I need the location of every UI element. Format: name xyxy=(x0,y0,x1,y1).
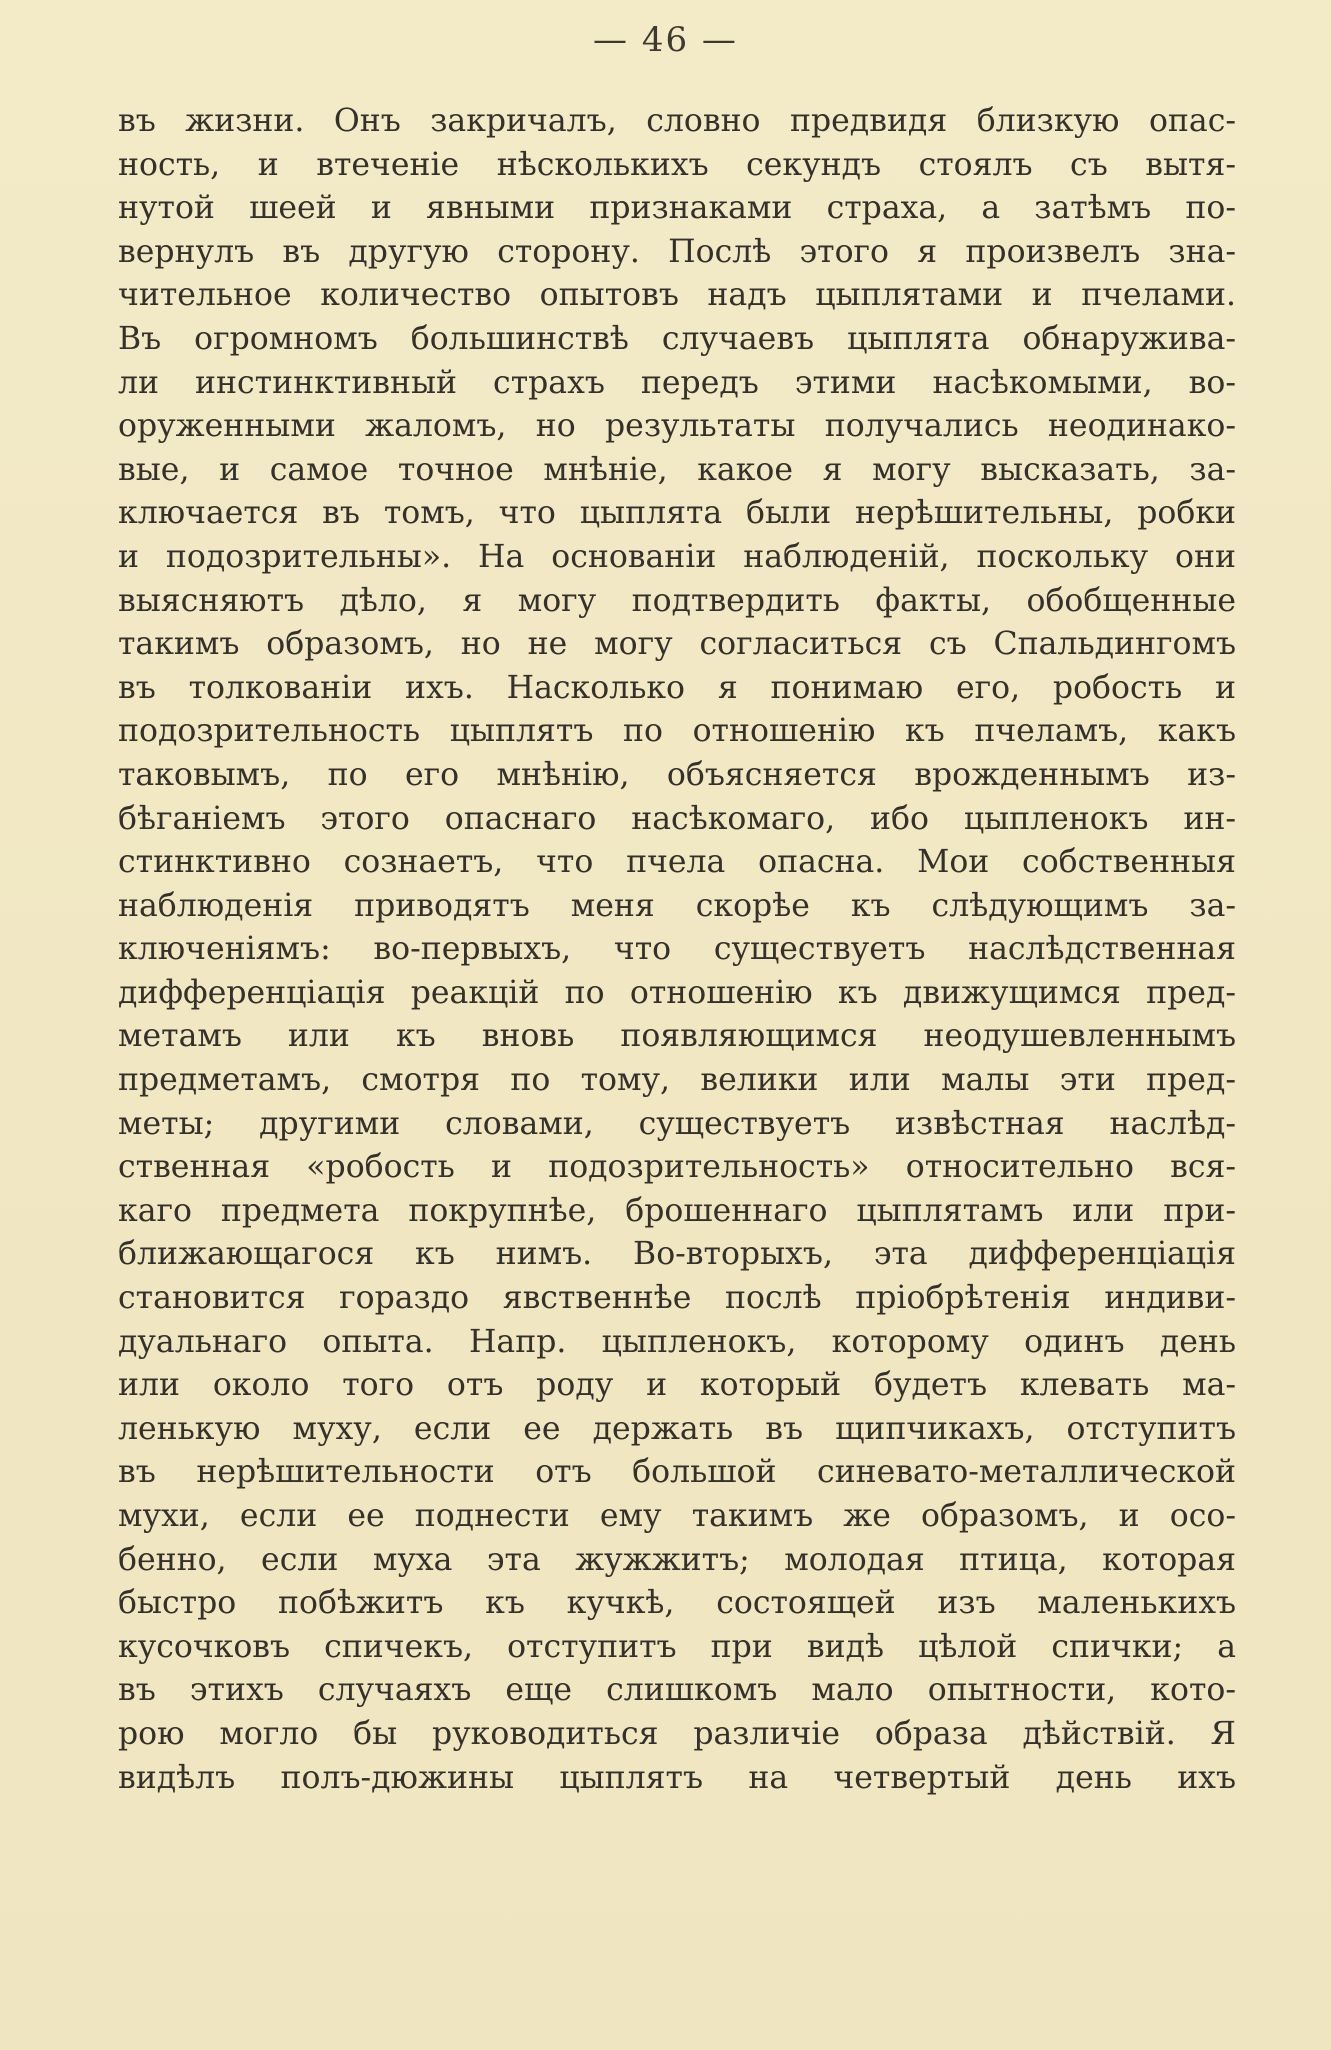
text-line: стинктивно сознаетъ, что пчела опасна. Мои собственныя xyxy=(118,844,1236,881)
text-line: дифференціація реакцій по отношенію къ движущимся пред- xyxy=(118,974,1236,1011)
text-line: ли инстинктивный страхъ передъ этими насѣкомыми, во- xyxy=(118,364,1236,401)
text-line: подозрительность цыплятъ по отношенію къ пчеламъ, какъ xyxy=(118,713,1236,750)
text-line: предметамъ, смотря по тому, велики или малы эти пред- xyxy=(118,1062,1236,1099)
text-line: въ толкованіи ихъ. Насколько я понимаю его, робость и xyxy=(118,669,1236,706)
text-line: бенно, если муха эта жужжитъ; молодая птица, которая xyxy=(118,1541,1236,1578)
text-line: въ этихъ случаяхъ еще слишкомъ мало опытности, кото- xyxy=(118,1672,1236,1709)
text-line: вые, и самое точное мнѣніе, какое я могу высказать, за- xyxy=(118,451,1236,488)
text-line: метамъ или къ вновь появляющимся неодушевленнымъ xyxy=(118,1018,1236,1055)
text-line: меты; другими словами, существуетъ извѣстная наслѣд- xyxy=(118,1105,1236,1142)
body-text xyxy=(118,100,1236,1800)
text-line: Въ огромномъ большинствѣ случаевъ цыплята обнаружива- xyxy=(118,320,1236,357)
text-line: вернулъ въ другую сторону. Послѣ этого я произвелъ зна- xyxy=(118,233,1236,270)
text-line: выясняютъ дѣло, я могу подтвердить факты, обобщенные xyxy=(118,582,1236,619)
text-line: видѣлъ полъ-дюжины цыплятъ на четвертый день ихъ xyxy=(118,1759,1236,1796)
text-line: быстро побѣжитъ къ кучкѣ, состоящей изъ маленькихъ xyxy=(118,1585,1236,1622)
text-line: ность, и втеченіе нѣсколькихъ секундъ стоялъ съ вытя- xyxy=(118,146,1236,183)
text-line: ключается въ томъ, что цыплята были нерѣшительны, робки xyxy=(118,495,1236,532)
text-line: таковымъ, по его мнѣнію, объясняется врожденнымъ из- xyxy=(118,756,1236,793)
text-line: наблюденія приводятъ меня скорѣе къ слѣдующимъ за- xyxy=(118,887,1236,924)
text-line: бѣганіемъ этого опаснаго насѣкомаго, ибо цыпленокъ ин- xyxy=(118,800,1236,837)
text-line: ближающагося къ нимъ. Во-вторыхъ, эта дифференціація xyxy=(118,1236,1236,1273)
text-line: или около того отъ роду и который будетъ клевать ма- xyxy=(118,1367,1236,1404)
text-line: кусочковъ спичекъ, отступитъ при видѣ цѣлой спички; а xyxy=(118,1628,1236,1665)
text-line: оруженными жаломъ, но результаты получались неодинако- xyxy=(118,408,1236,445)
text-line: ленькую муху, если ее держать въ щипчикахъ, отступитъ xyxy=(118,1410,1236,1447)
text-line: такимъ образомъ, но не могу согласиться съ Спальдингомъ xyxy=(118,626,1236,663)
text-line: нутой шеей и явными признаками страха, а затѣмъ по- xyxy=(118,190,1236,227)
page-number: — 46 — xyxy=(593,20,738,60)
text-line: и подозрительны». На основаніи наблюденій, поскольку они xyxy=(118,538,1236,575)
text-line: рою могло бы руководиться различіе образа дѣйствій. Я xyxy=(118,1715,1236,1752)
text-line: ключеніямъ: во-первыхъ, что существуетъ наслѣдственная xyxy=(118,931,1236,968)
text-line: ственная «робость и подозрительность» относительно вся- xyxy=(118,1149,1236,1186)
text-line: мухи, если ее поднести ему такимъ же образомъ, и осо- xyxy=(118,1498,1236,1534)
text-line: чительное количество опытовъ надъ цыплятами и пчелами. xyxy=(118,277,1236,314)
text-line: каго предмета покрупнѣе, брошеннаго цыплятамъ или при- xyxy=(118,1192,1236,1229)
text-line: въ нерѣшительности отъ большой синевато-металлической xyxy=(118,1454,1236,1491)
text-line: становится гораздо явственнѣе послѣ пріобрѣтенія индиви- xyxy=(118,1280,1236,1317)
text-line: дуальнаго опыта. Напр. цыпленокъ, которому одинъ день xyxy=(118,1323,1236,1360)
text-line: въ жизни. Онъ закричалъ, словно предвидя близкую опас- xyxy=(118,103,1236,139)
